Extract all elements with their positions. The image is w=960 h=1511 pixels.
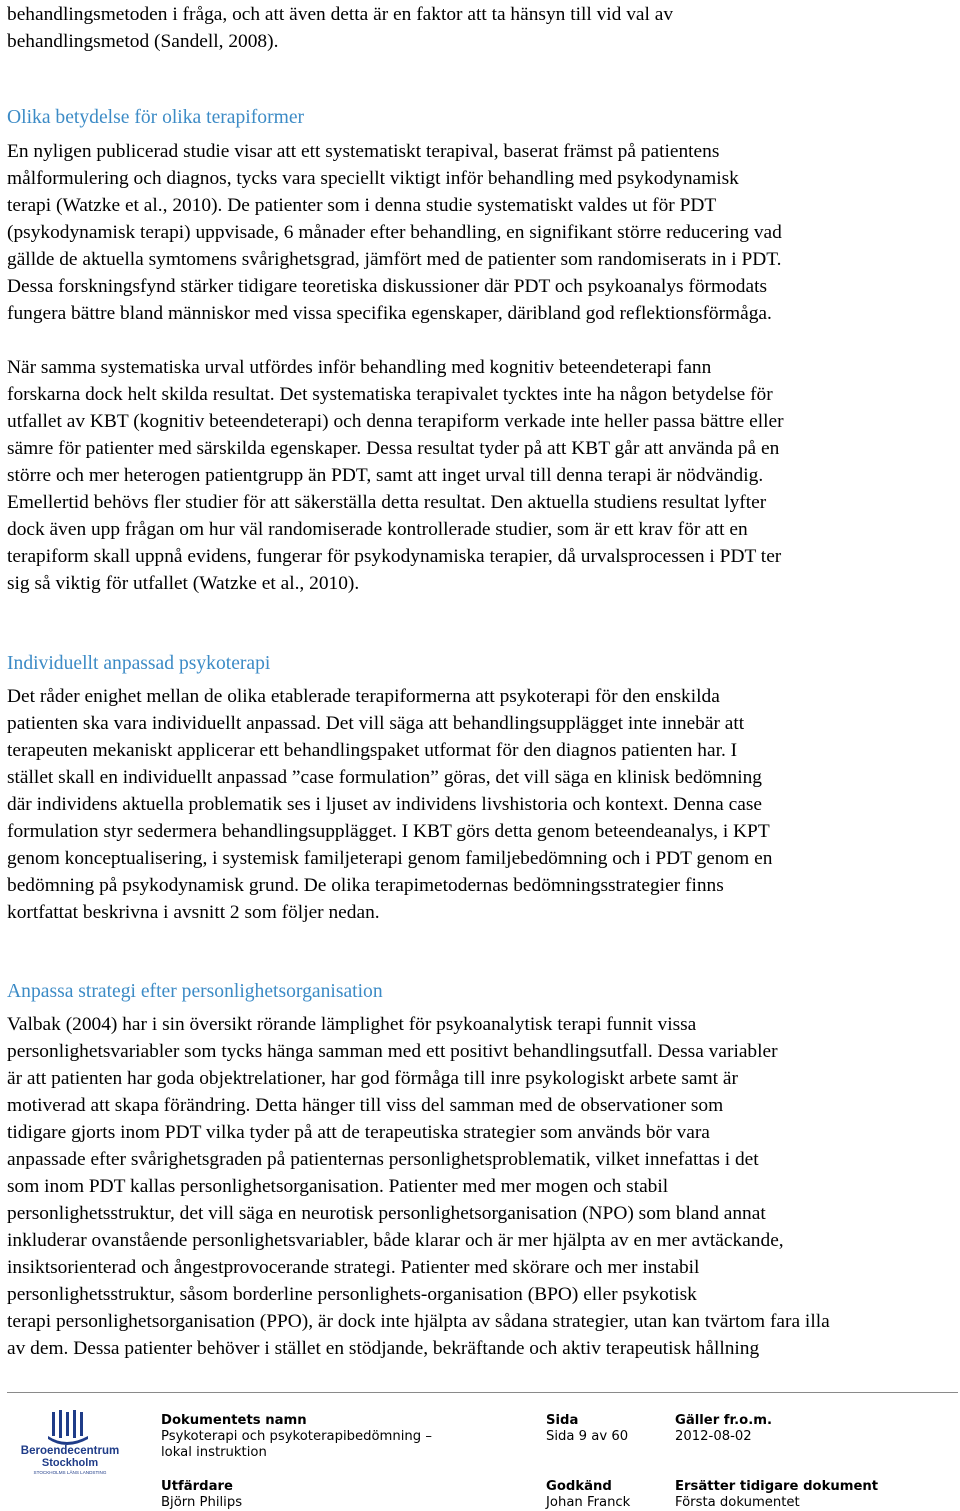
body-text-line: sig så viktig för utfallet (Watzke et al., 2010). [7, 573, 360, 594]
body-text-line: Det råder enighet mellan de olika etablerade terapiformerna att psykoterapi för den enskilda [7, 686, 720, 707]
doc-name-value: Psykoterapi och psykoterapibedömning – [161, 1429, 432, 1444]
body-text-line: När samma systematiska urval utfördes inför behandling med kognitiv beteendeterapi fann [7, 357, 712, 378]
valid-from-label: Gäller fr.o.m. [675, 1413, 772, 1428]
body-text-line: som inom PDT kallas personlighetsorganisation. Patienter med mer mogen och stabil [7, 1176, 669, 1197]
logo-line2: Stockholm [41, 1457, 99, 1469]
body-text-line: sämre för patienter med särskilda egenskaper. Dessa resultat tyder på att KBT går att använda på en [7, 438, 780, 459]
body-text-line: stället skall en individuellt anpassad ”case formulation” göras, det vill säga en klinisk bedömning [7, 767, 762, 788]
body-text-line: genom konceptualisering, i systemisk familjeterapi genom familjebedömning och i PDT genom en [7, 848, 773, 869]
body-text-line: Dessa forskningsfynd stärker tidigare teoretiska diskussioner där PDT och psykoanalys förmodats [7, 276, 768, 297]
body-text-line: patienten ska vara individuellt anpassad. Det vill säga att behandlingsupplägget inte innebär att [7, 713, 745, 734]
body-text-line: inkluderar ovanstående personlighetsvariabler, både klarar och är mer hjälpta av en mer avtäckande, [7, 1230, 784, 1251]
body-text-line: Emellertid behövs fler studier för att säkerställa detta resultat. Den aktuella studiens resultat lyfter [7, 492, 767, 513]
body-text-line: terapiform skall uppnå evidens, fungerar för psykodynamiska terapier, då urvalsprocessen i PDT ter [7, 546, 782, 567]
body-text-line: är att patienten har goda objektrelationer, har god förmåga till inre psykologiskt arbete samt är [7, 1068, 738, 1089]
body-text-line: behandlingsmetod (Sandell, 2008). [7, 31, 279, 52]
body-text-line: terapi (Watzke et al., 2010). De patienter som i denna studie systematiskt valdes ut för PDT [7, 195, 717, 216]
section-heading-individuellt: Individuellt anpassad psykoterapi [7, 653, 271, 674]
logo-line3: STOCKHOLMS LÄNS LANDSTING [33, 1470, 107, 1475]
section-heading-terapiformer: Olika betydelse för olika terapiformer [7, 107, 305, 128]
body-text-line: utfallet av KBT (kognitiv beteendeterapi) och denna terapiform verkade inte heller passa bättre eller [7, 411, 784, 432]
body-text-line: tidigare gjorts inom PDT vilka tyder på att de terapeutiska strategier som används bör vara [7, 1122, 710, 1143]
body-text-line: målformulering och diagnos, tycks vara speciellt viktigt inför behandling med psykodynamisk [7, 168, 739, 189]
body-text-line: formulation styr sedermera behandlingsupplägget. I KBT görs detta genom beteendeanalys, i KPT [7, 821, 770, 842]
body-text-line: anpassade efter svårighetsgraden på patienternas personlighetsproblematik, vilket innefattas i det [7, 1149, 759, 1170]
body-text-line: insiktsorienterad och ångestprovocerande strategi. Patienter med skörare och mer instabil [7, 1257, 700, 1278]
section-heading-personlighet: Anpassa strategi efter personlighetsorganisation [7, 981, 383, 1002]
issuer-name: Björn Philips [161, 1495, 243, 1510]
body-text-line: större och mer heterogen patientgrupp än PDT, samt att inget urval till denna terapi är nödvändig. [7, 465, 764, 486]
body-text-line: behandlingsmetoden i fråga, och att även detta är en faktor att ta hänsyn till vid val av [7, 4, 674, 25]
doc-name-label: Dokumentets namn [161, 1413, 307, 1428]
body-text-line: En nyligen publicerad studie visar att ett systematiskt terapival, baserat främst på patientens [7, 141, 720, 162]
body-text-line: personlighetsstruktur, såsom borderline personlighets-organisation (BPO) eller psykotisk [7, 1284, 697, 1305]
body-text-line: motiverad att skapa förändring. Detta hänger till viss del samman med de observationer som [7, 1095, 724, 1116]
issuer-label: Utfärdare [161, 1479, 233, 1494]
approved-name: Johan Franck [546, 1495, 631, 1510]
body-text-line: Valbak (2004) har i sin översikt rörande lämplighet för psykoanalytisk terapi funnit vissa [7, 1014, 697, 1035]
body-text-line: terapeuten mekaniskt applicerar ett behandlingspaket utformat för den diagnos patienten har. I [7, 740, 738, 761]
valid-from-date: 2012-08-02 [675, 1429, 752, 1444]
footer-divider [7, 1392, 958, 1393]
body-text-line: terapi personlighetsorganisation (PPO), är dock inte hjälpta av sådana strategier, utan kan tvärtom fara illa [7, 1311, 830, 1332]
body-text-line: personlighetsvariabler som tycks hänga samman med ett positivt behandlingsutfall. Dessa variabler [7, 1041, 778, 1062]
body-text-line: forskarna dock helt skilda resultat. Det systematiska terapivalet tycktes inte ha någon betydelse för [7, 384, 773, 405]
body-text-line: bedömning på psykodynamisk grund. De olika terapimetodernas bedömningsstrategier finns [7, 875, 724, 896]
replaces-value: Första dokumentet [675, 1495, 800, 1510]
body-text-line: kortfattat beskrivna i avsnitt 2 som följer nedan. [7, 902, 380, 923]
page-label: Sida [546, 1413, 579, 1428]
body-text-line: (psykodynamisk terapi) uppvisade, 6 månader efter behandling, en signifikant större reducering vad [7, 222, 782, 243]
approved-label: Godkänd [546, 1479, 612, 1494]
page-number: Sida 9 av 60 [546, 1429, 629, 1444]
body-text-line: personlighetsstruktur, det vill säga en neurotisk personlighetsorganisation (NPO) som bland annat [7, 1203, 766, 1224]
doc-name-value-line2: lokal instruktion [161, 1445, 267, 1460]
body-text-line: av dem. Dessa patienter behöver i stället en stödjande, bekräftande och aktiv terapeutisk hållning [7, 1338, 760, 1359]
beroendecentrum-logo [14, 1408, 126, 1476]
body-text-line: gällde de aktuella symtomens svårighetsgrad, jämfört med de patienter som randomiserats in i PDT. [7, 249, 782, 270]
replaces-label: Ersätter tidigare dokument [675, 1479, 879, 1494]
body-text-line: där individens aktuella problematik ses i ljuset av individens livshistoria och kontext. Denna case [7, 794, 762, 815]
logo-line1: Beroendecentrum [20, 1445, 120, 1457]
body-text-line: dock även upp frågan om hur väl randomiserade kontrollerade studier, som är ett krav för att en [7, 519, 748, 540]
body-text-line: fungera bättre bland människor med vissa specifika egenskaper, däribland god reflektionsförmåga. [7, 303, 772, 324]
